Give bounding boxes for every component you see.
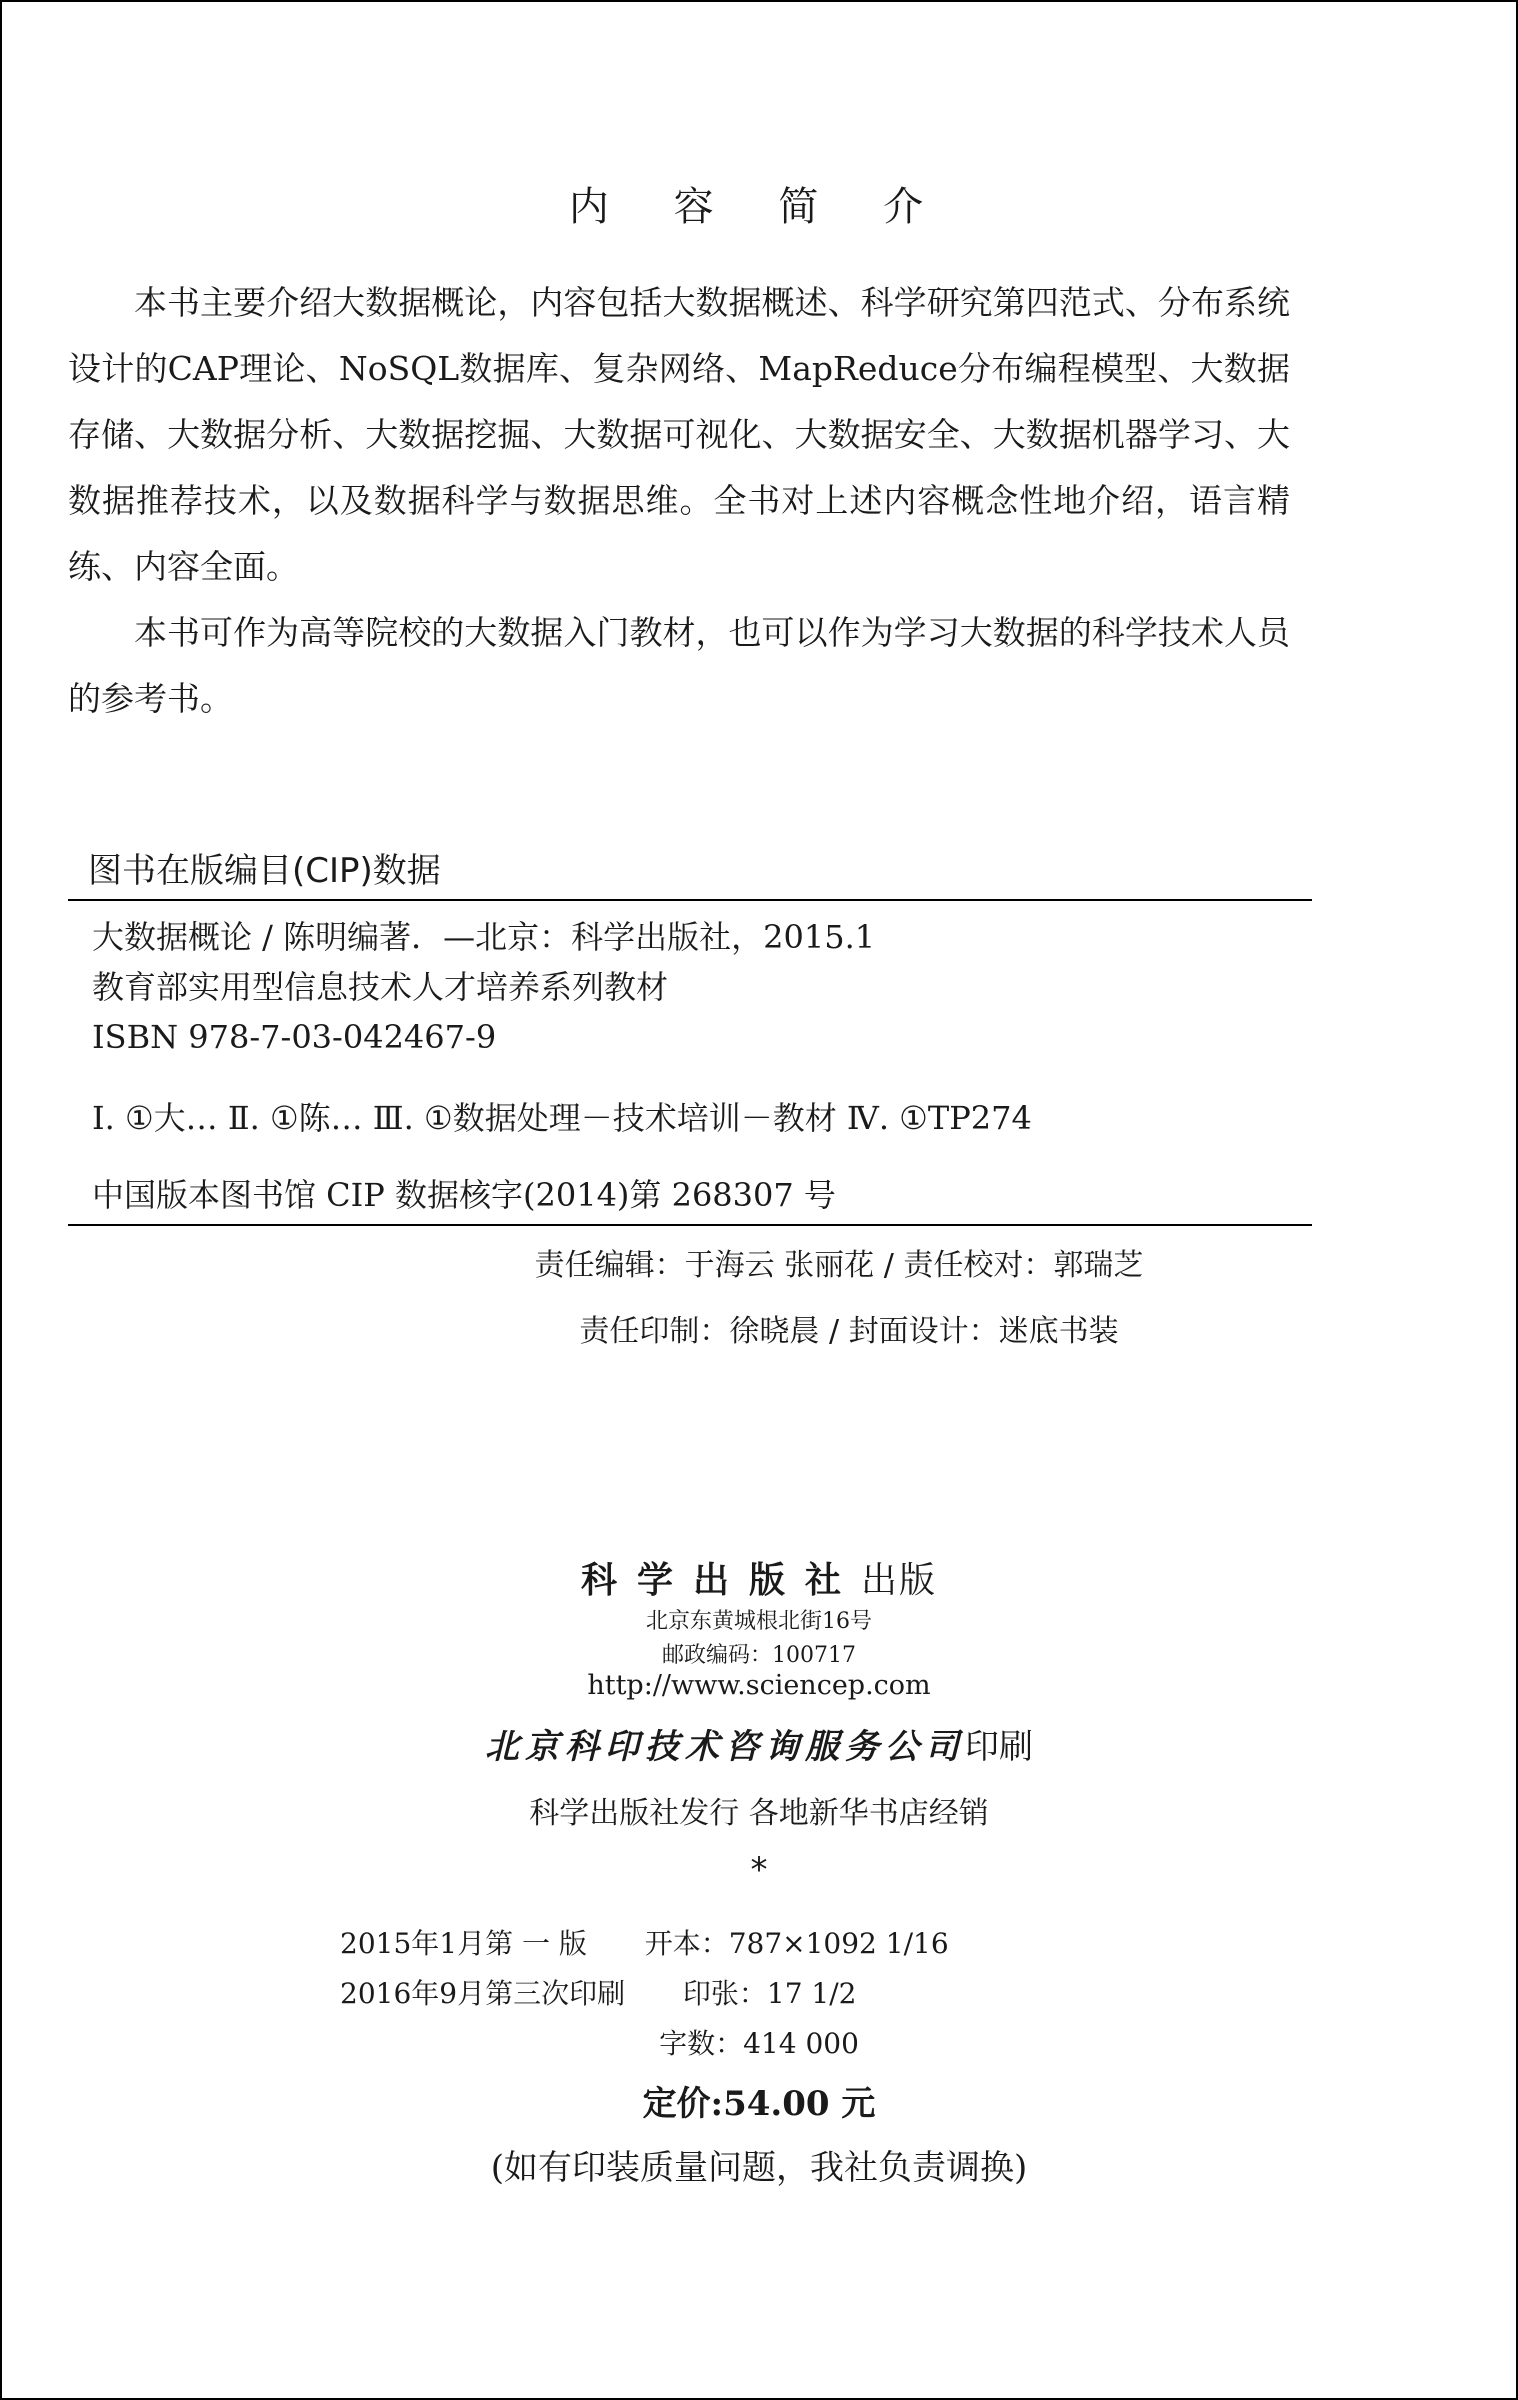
separator-asterisk: *	[750, 1850, 768, 1890]
staff-line-1: 责任编辑：于海云 张丽花 / 责任校对：郭瑞芝	[534, 1248, 1144, 1283]
third-printing: 2016年9月第三次印刷	[340, 1977, 626, 2010]
staff-line-2: 责任印制：徐晓晨 / 封面设计：迷底书装	[579, 1314, 1119, 1349]
quality-note: (如有印装质量问题，我社负责调换)	[490, 2148, 1028, 2188]
cip-top-rule	[68, 899, 1312, 901]
cip-record	[92, 912, 875, 1062]
cip-line-isbn: ISBN 978-7-03-042467-9	[92, 1018, 497, 1056]
publisher-address: 北京东黄城根北街16号	[646, 1609, 872, 1634]
printer-name: 北京科印技术咨询服务公司	[485, 1727, 965, 1767]
cip-classification: Ⅰ. ①大… Ⅱ. ①陈… Ⅲ. ①数据处理－技术培训－教材 Ⅳ. ①TP274	[92, 1099, 1032, 1137]
publisher-suffix: 出版	[861, 1560, 938, 1601]
cip-line-series: 教育部实用型信息技术人才培养系列教材	[92, 968, 669, 1006]
book-format: 开本：787×1092 1/16	[644, 1927, 949, 1960]
summary-title: 内 容 简 介	[568, 184, 950, 230]
price: 定价:54.00 元	[642, 2084, 876, 2124]
edition-row-2	[340, 1972, 856, 2012]
summary-paragraph-1: 本书主要介绍大数据概论，内容包括大数据概述、科学研究第四范式、分布系统设计的CAP理论、NoSQL数据库、复杂网络、MapReduce分布编程模型、大数据存储、大数据分析、大数据挖掘、大数据可视化、大数据安全、大数据机器学习、大数据推荐技术，以及数据科学与数据思维。全书对上述内容概念性地介绍，语言精练、内容全面。	[68, 283, 1290, 586]
publisher-name-line	[0, 1552, 1518, 1603]
summary-body	[68, 270, 1290, 732]
summary-paragraph-2: 本书可作为高等院校的大数据入门教材，也可以作为学习大数据的科学技术人员的参考书。	[68, 613, 1290, 718]
publisher-name: 科学出版社	[580, 1559, 861, 1601]
edition-row-1	[340, 1922, 949, 1962]
distribution-line: 科学出版社发行 各地新华书店经销	[529, 1796, 989, 1831]
word-count: 字数：414 000	[659, 2027, 859, 2060]
first-edition: 2015年1月第 一 版	[340, 1927, 587, 1960]
printer-suffix: 印刷	[965, 1727, 1033, 1767]
publisher-url: http://www.sciencep.com	[587, 1670, 931, 1701]
cip-bottom-rule	[68, 1224, 1312, 1226]
publisher-postcode: 邮政编码：100717	[662, 1643, 856, 1668]
printer-line	[0, 1719, 1518, 1768]
cip-heading: 图书在版编目(CIP)数据	[88, 851, 441, 891]
cip-line-title: 大数据概论 / 陈明编著．—北京：科学出版社，2015.1	[92, 918, 876, 956]
cip-verification: 中国版本图书馆 CIP 数据核字(2014)第 268307 号	[92, 1176, 836, 1214]
printed-sheets: 印张：17 1/2	[682, 1977, 857, 2010]
